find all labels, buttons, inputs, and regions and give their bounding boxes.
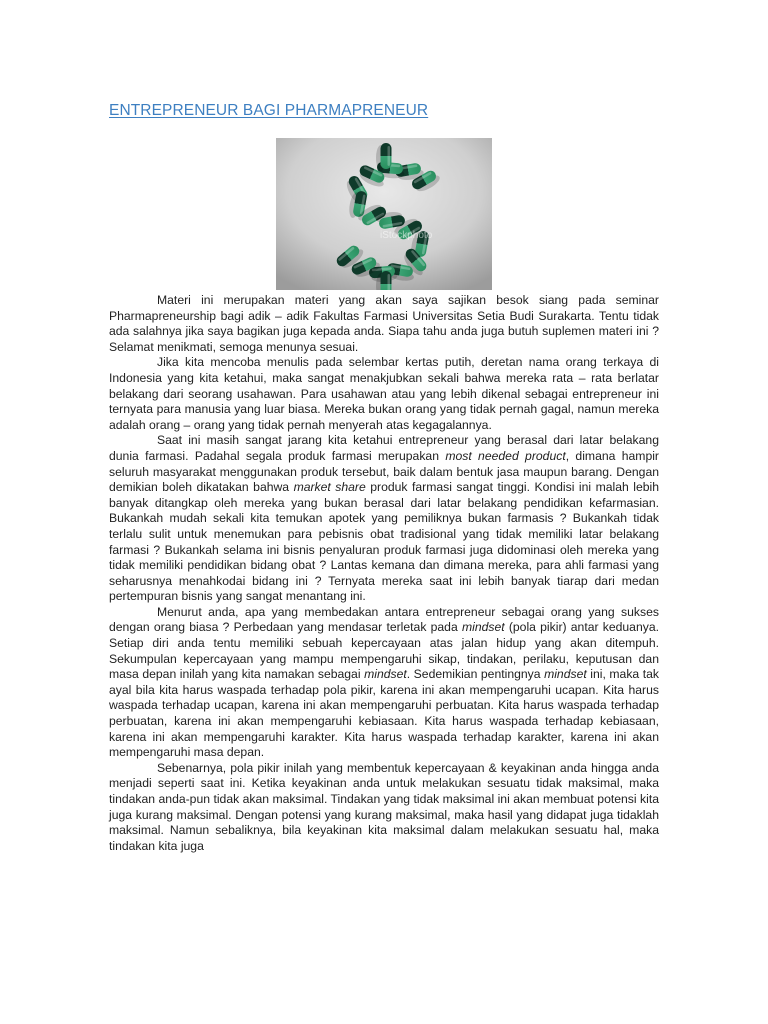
text-run: . Sedemikian pentingnya	[406, 667, 545, 682]
italic-term: mindset	[364, 667, 407, 682]
text-run: Sebenarnya, pola pikir inilah yang membentuk kepercayaan & keyakinan anda hingga anda menjadi seperti saat ini. Ketika keyakinan anda untuk melakukan sesuatu tidak maksimal, maka tindakan anda-pun tidak akan maksimal. Tindakan yang tidak maksimal ini akan membuat potensi kita juga kurang maksimal. Dengan potensi yang kurang maksimal, maka hasil yang didapat juga tidaklah maksimal. Namun sebaliknya, bila keyakinan kita maksimal dalam melakukan sesuatu hal, maka tindakan kita juga	[109, 760, 659, 853]
text-run: Jika kita mencoba menulis pada selembar kertas putih, deretan nama orang terkaya di Indonesia yang kita ketahui, maka sangat menakjubkan sekali bahwa mereka rata – rata berlatar belakang dari seorang usahawan. Para usahawan atau yang lebih dikenal sebagai entrepreneur ini ternyata para manusia yang luar biasa. Mereka bukan orang yang tidak pernah gagal, namun mereka adalah orang – orang yang tidak pernah menyerah atas kegagalannya.	[109, 355, 659, 432]
text-run: ini, maka tak ayal bila kita harus waspada terhadap pola pikir, karena ini akan mempengaruhi ucapan. Kita harus waspada terhadap ucapan, karena ini akan mempengaruhi perbuatan. Kita harus waspada terhadap perbuatan, karena ini akan mempengaruhi kebiasaan. Kita harus waspada terhadap kebiasaan, karena ini akan mempengaruhi karakter. Kita harus waspada terhadap karakter, karena ini akan mempengaruhi masa depan.	[109, 667, 659, 760]
dollar-sign-capsules-icon	[276, 138, 492, 290]
text-run: Saat ini masih sangat jarang kita ketahui entrepreneur yang berasal dari latar belakang dunia farmasi. Padahal segala produk farmasi merupakan	[109, 433, 659, 463]
italic-term: mindset	[544, 667, 587, 682]
watermark-text: iStockphoto	[380, 230, 433, 241]
paragraph	[109, 355, 659, 433]
text-run: , dimana hampir seluruh masyarakat menggunakan produk tersebut, baik dalam bentuk jasa maupun barang. Dengan demikian boleh dikatakan bahwa	[109, 448, 659, 495]
paragraph	[109, 433, 659, 605]
text-run: Materi ini merupakan materi yang akan saya sajikan besok siang pada seminar Pharmapreneurship bagi adik – adik Fakultas Farmasi Universitas Setia Budi Surakarta. Tentu tidak ada salahnya jika saya bagikan juga kepada anda. Siapa tahu anda juga butuh suplemen materi ini ? Selamat menikmati, semoga menunya sesuai.	[109, 293, 659, 354]
dollar-capsules-image	[276, 138, 492, 290]
text-run: produk farmasi sangat tinggi. Kondisi ini malah lebih banyak ditangkap oleh mereka yang bukan berasal dari latar belakang pendidikan kefarmasian. Bukankah mudah sekali kita temukan apotek yang pemiliknya bukan farmasis ? Bukankah tidak terlalu sulit untuk menemukan para pebisnis obat tradisional yang tidak memiliki latar belakang farmasi ? Bukankah selama ini bisnis penyaluran produk farmasi juga didominasi oleh mereka yang tidak memiliki pendidikan bidang obat ? Lantas kemana dan dimana mereka, para ahli farmasi yang seharusnya menahkodai bidang ini ? Ternyata mereka saat ini lebih banyak tiarap dari medan pertempuran bisnis yang sangat menantang ini.	[109, 480, 659, 604]
document-body	[109, 293, 659, 854]
document-title-link[interactable]: ENTREPRENEUR BAGI PHARMAPRENEUR	[109, 102, 429, 119]
italic-term: market share	[293, 480, 366, 495]
paragraph	[109, 761, 659, 855]
italic-term: mindset	[461, 620, 505, 635]
text-run: Menurut anda, apa yang membedakan antara entrepreneur sebagai orang yang sukses dengan orang biasa ? Perbedaan yang mendasar terletak pada	[109, 604, 659, 635]
italic-term: most needed product	[445, 448, 566, 463]
paragraph	[109, 293, 659, 355]
text-run: (pola pikir) antar keduanya. Setiap diri anda tentu memiliki sebuah kepercayaan atas jalan hidup yang akan ditempuh. Sekumpulan kepercayaan yang mampu mempengaruhi sikap, tindakan, perilaku, keputusan dan masa depan inilah yang kita namakan sebagai	[109, 620, 659, 682]
paragraph	[109, 605, 659, 761]
